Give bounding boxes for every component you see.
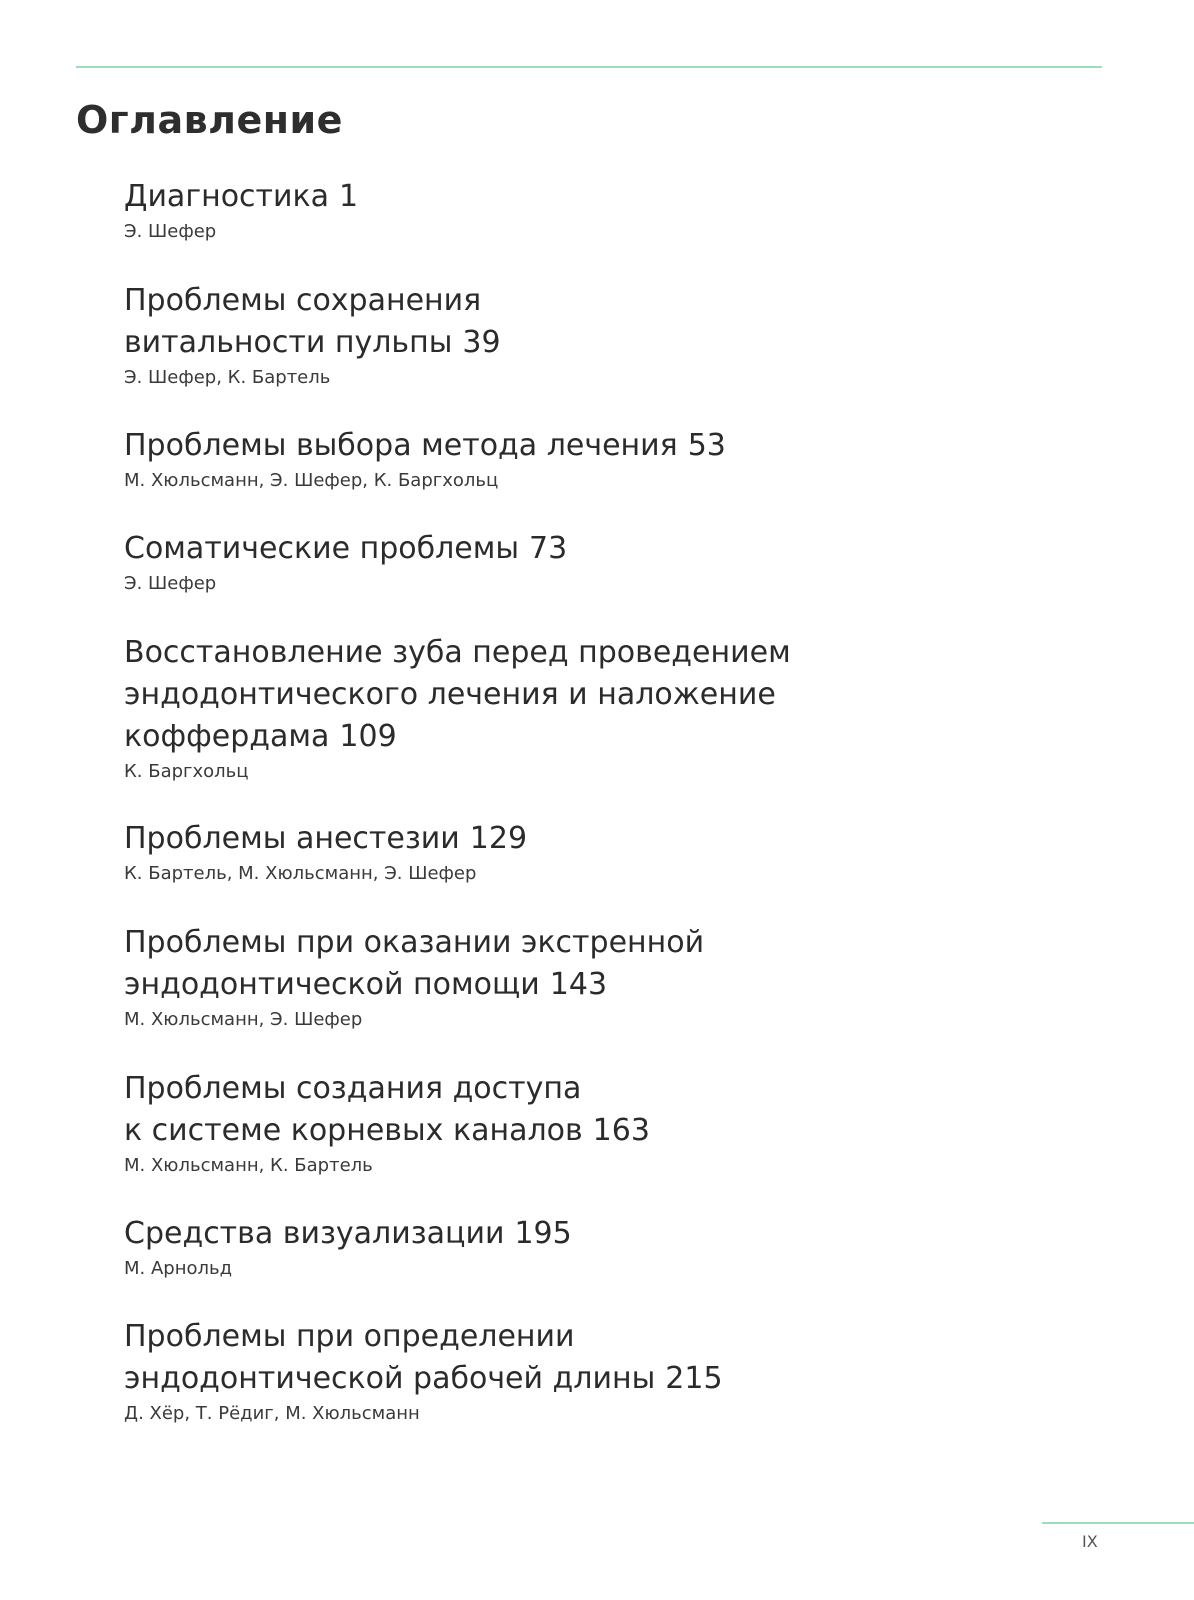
chapter-page-number: 1	[339, 179, 359, 214]
chapter-title	[124, 1068, 884, 1152]
chapter-title-line	[124, 322, 884, 364]
chapter-title	[124, 632, 884, 758]
chapter-page-number: 73	[529, 531, 568, 566]
chapter-title	[124, 425, 884, 467]
chapter-title-text: Диагностика	[124, 179, 330, 214]
chapter-authors: К. Бартель, М. Хюльсманн, Э. Шефер	[124, 863, 477, 884]
chapter-body	[124, 922, 884, 1032]
chapter-title	[124, 176, 884, 218]
chapter-title-line	[124, 1358, 884, 1400]
chapter-authors: М. Хюльсманн, Э. Шефер	[124, 1009, 363, 1030]
chapter-title-text: витальности пульпы	[124, 325, 453, 360]
chapter-title-text: коффердама	[124, 719, 330, 754]
chapter-title-line	[124, 528, 884, 570]
chapter-title-line	[124, 818, 884, 860]
chapter-title-text: Восстановление зуба перед проведением	[124, 635, 791, 670]
chapter-page-number: 39	[462, 325, 501, 360]
chapter-title-text: Соматические проблемы	[124, 531, 520, 566]
chapter-title-text: Проблемы сохранения	[124, 283, 482, 318]
chapter-title-line	[124, 716, 884, 758]
chapter-body	[124, 1316, 884, 1426]
chapter-title-text: эндодонтической помощи	[124, 967, 540, 1002]
chapter-title-text: эндодонтической рабочей длины	[124, 1361, 656, 1396]
chapter-body	[124, 1213, 884, 1281]
chapter-title-text: Проблемы создания доступа	[124, 1071, 582, 1106]
chapter-page-number: 53	[687, 428, 726, 463]
chapter-title-text: к системе корневых каналов	[124, 1113, 583, 1148]
chapter-authors: Э. Шефер	[124, 221, 217, 242]
chapter-title-text: Проблемы при определении	[124, 1319, 575, 1354]
chapter-authors: Э. Шефер, К. Бартель	[124, 367, 331, 388]
chapter-authors: М. Хюльсманн, К. Бартель	[124, 1155, 373, 1176]
chapter-title	[124, 280, 884, 364]
chapter-title-text: Проблемы при оказании экстренной	[124, 925, 705, 960]
chapter-title	[124, 528, 884, 570]
chapter-body	[124, 632, 884, 784]
chapter-body	[124, 1068, 884, 1178]
chapter-authors: Э. Шефер	[124, 573, 217, 594]
chapter-body	[124, 818, 884, 886]
chapter-title-line	[124, 1068, 884, 1110]
page-number: IX	[1082, 1532, 1098, 1551]
chapter-body	[124, 528, 884, 596]
chapter-title	[124, 818, 884, 860]
chapter-authors: М. Арнольд	[124, 1258, 233, 1279]
chapter-title-line	[124, 1110, 884, 1152]
chapter-title-text: эндодонтического лечения и наложение	[124, 677, 776, 712]
chapter-body	[124, 176, 884, 244]
chapter-authors: М. Хюльсманн, Э. Шефер, К. Баргхольц	[124, 470, 499, 491]
chapter-title-line	[124, 922, 884, 964]
chapter-title	[124, 1213, 884, 1255]
chapter-authors: Д. Хёр, Т. Рёдиг, М. Хюльсманн	[124, 1403, 420, 1424]
chapter-page-number: 163	[592, 1113, 650, 1148]
chapter-title-line	[124, 1316, 884, 1358]
chapter-title-line	[124, 964, 884, 1006]
chapter-page-number: 129	[469, 821, 528, 856]
chapter-title	[124, 922, 884, 1006]
chapter-title-line	[124, 1213, 884, 1255]
chapter-page-number: 109	[339, 719, 397, 754]
chapter-title-line	[124, 280, 884, 322]
folio-divider	[1042, 1522, 1194, 1524]
chapter-title-text: Проблемы анестезии	[124, 821, 460, 856]
top-divider	[76, 66, 1102, 68]
chapter-title-text: Средства визуализации	[124, 1216, 505, 1251]
chapter-title	[124, 1316, 884, 1400]
chapter-page-number: 143	[549, 967, 608, 1002]
chapter-body	[124, 425, 884, 493]
chapter-title-line	[124, 632, 884, 674]
chapter-page-number: 215	[665, 1361, 723, 1396]
chapter-authors: К. Баргхольц	[124, 761, 249, 782]
page-title: Оглавление	[76, 98, 343, 142]
chapter-title-line	[124, 176, 884, 218]
chapter-title-line	[124, 425, 884, 467]
chapter-title-line	[124, 674, 884, 716]
chapter-title-text: Проблемы выбора метода лечения	[124, 428, 678, 463]
chapter-page-number: 195	[514, 1216, 572, 1251]
chapter-body	[124, 280, 884, 390]
